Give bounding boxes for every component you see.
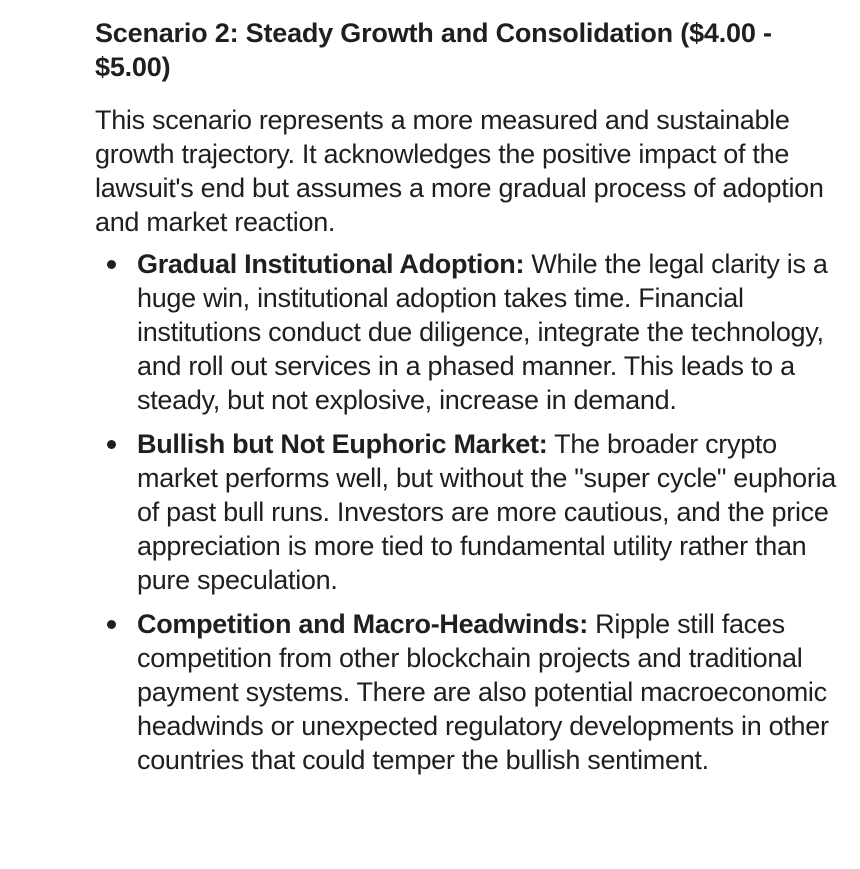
list-item-title: Bullish but Not Euphoric Market: [137,429,548,459]
list-item [95,607,845,777]
list-item-title: Competition and Macro-Headwinds: [137,609,588,639]
list-item-text: Ripple still faces competition from other blockchain projects and traditional payment systems. There are also potential macroeconomic headwinds or unexpected regulatory developments in other countries that could temper the bullish sentiment. [137,609,829,775]
section-heading: Scenario 2: Steady Growth and Consolidation ($4.00 - $5.00) [95,18,772,82]
intro-paragraph: This scenario represents a more measured and sustainable growth trajectory. It acknowledges the positive impact of the lawsuit's end but assumes a more gradual process of adoption and market reaction. [95,105,824,237]
bullet-icon [107,440,116,449]
bullet-icon [107,620,116,629]
document-content [95,0,845,787]
list-item-title: Gradual Institutional Adoption: [137,249,525,279]
list-item [95,247,845,417]
list-item-text: The broader crypto market performs well, but without the "super cycle" euphoria of past bull runs. Investors are more cautious, and the price appreciation is more tied to fundamental utility rather than pure speculation. [137,429,836,595]
list-item-text: While the legal clarity is a huge win, institutional adoption takes time. Financial institutions conduct due diligence, integrate the technology, and roll out services in a phased manner. This leads to a steady, but not explosive, increase in demand. [137,249,828,415]
bullet-icon [107,260,116,269]
bullet-list [95,247,845,777]
list-item [95,427,845,597]
